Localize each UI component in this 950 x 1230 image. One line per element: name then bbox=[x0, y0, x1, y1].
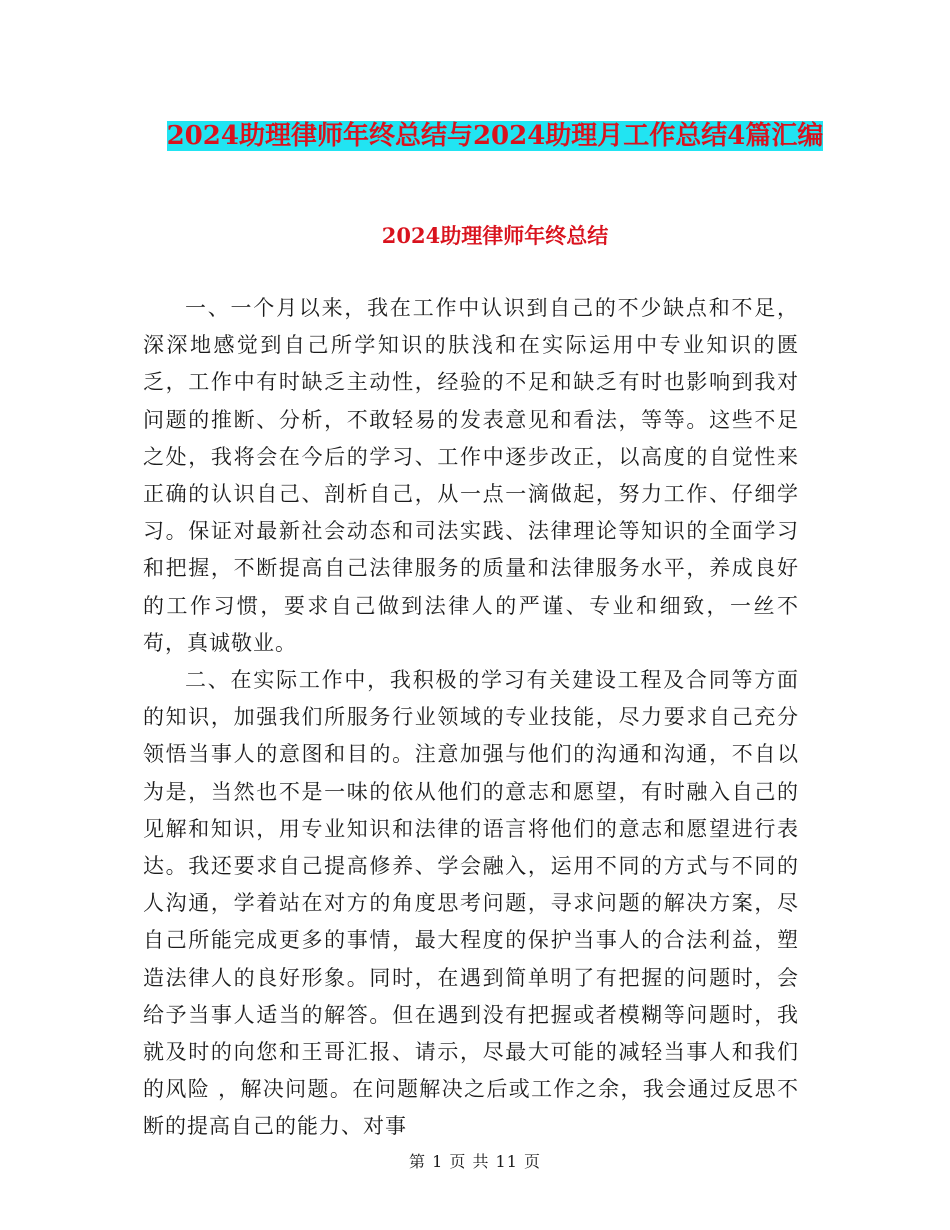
page-footer: 第 1 页 共 11 页 bbox=[409, 1152, 541, 1171]
paragraph-2: 二、在实际工作中，我积极的学习有关建设工程及合同等方面的知识，加强我们所服务行业领域的专业技能，尽力要求自己充分领悟当事人的意图和目的。注意加强与他们的沟通和沟通，不自以为是，当然也不是一味的依从他们的意志和愿望，有时融入自己的见解和知识，用专业知识和法律的语言将他们的意志和愿望进行表达。我还要求自己提高修养、学会融入，运用不同的方式与不同的人沟通，学着站在对方的角度思考问题，寻求问题的解决方案，尽自己所能完成更多的事情，最大程度的保护当事人的合法利益，塑造法律人的良好形象。同时，在遇到简单明了有把握的问题时，会给予当事人适当的解答。但在遇到没有把握或者模糊等问题时，我就及时的向您和王哥汇报、请示，尽最大可能的减轻当事人和我们的风险 ，解决问题。在问题解决之后或工作之余，我会通过反思不断的提高自己的能力、对事 bbox=[143, 668, 799, 1139]
document-title-highlight: 2024助理律师年终总结与2024助理月工作总结4篇汇编 bbox=[166, 121, 824, 151]
document-body bbox=[143, 290, 799, 1146]
document-title bbox=[140, 114, 850, 159]
section-title: 2024助理律师年终总结 bbox=[381, 223, 609, 248]
paragraph-1: 一、一个月以来，我在工作中认识到自己的不少缺点和不足，深深地感觉到自己所学知识的肤浅和在实际运用中专业知识的匮乏，工作中有时缺乏主动性，经验的不足和缺乏有时也影响到我对问题的推断、分析，不敢轻易的发表意见和看法，等等。这些不足之处，我将会在今后的学习、工作中逐步改正，以高度的自觉性来正确的认识自己、剖析自己，从一点一滴做起，努力工作、仔细学习。保证对最新社会动态和司法实践、法律理论等知识的全面学习和把握，不断提高自己法律服务的质量和法律服务水平，养成良好的工作习惯，要求自己做到法律人的严谨、专业和细致，一丝不苟，真诚敬业。 bbox=[143, 296, 799, 655]
